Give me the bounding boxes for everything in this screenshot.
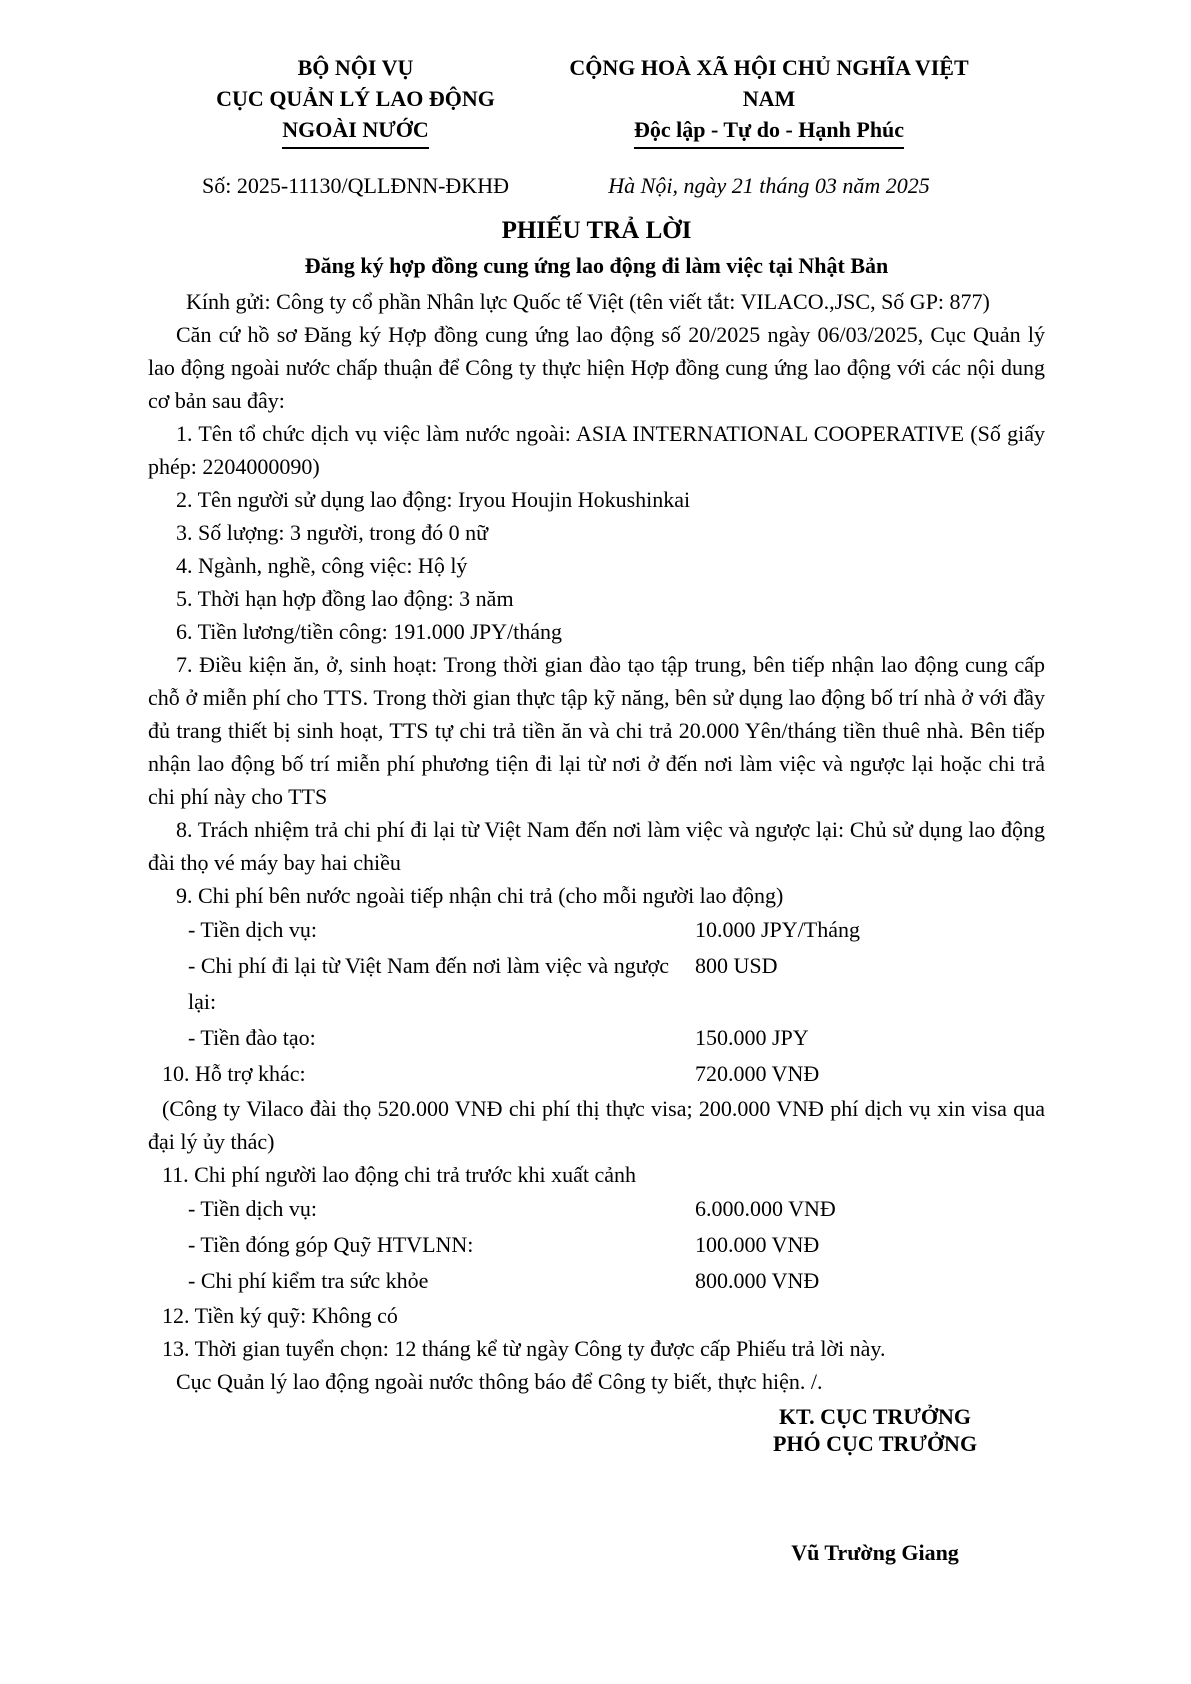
fee-value: 720.000 VNĐ	[695, 1061, 820, 1086]
fee-row-service-foreign	[148, 912, 1045, 948]
list-item-7: 7. Điều kiện ăn, ở, sinh hoạt: Trong thời gian đào tạo tập trung, bên tiếp nhận lao động cung cấp chỗ ở miễn phí cho TTS. Trong thời gian thực tập kỹ năng, bên sử dụng lao động bố trí nhà ở với đầy đủ trang thiết bị sinh hoạt, TTS tự chi trả tiền ăn và chi trả 20.000 Yên/tháng tiền thuê nhà. Bên tiếp nhận lao động bố trí miễn phí phương tiện đi lại từ nơi ở đến nơi làm việc và ngược lại hoặc chi trả chi phí này cho TTS	[148, 652, 1045, 809]
item-10-note: (Công ty Vilaco đài thọ 520.000 VNĐ chi phí thị thực visa; 200.000 VNĐ phí dịch vụ xin visa qua đại lý ủy thác)	[148, 1096, 1045, 1154]
signer-role: PHÓ CỤC TRƯỞNG	[772, 1431, 978, 1456]
fee-row-service-worker	[148, 1191, 1045, 1227]
list-item-13: 13. Thời gian tuyển chọn: 12 tháng kể từ ngày Công ty được cấp Phiếu trả lời này.	[162, 1336, 886, 1361]
list-item-3: 3. Số lượng: 3 người, trong đó 0 nữ	[176, 520, 489, 545]
page-subtitle: Đăng ký hợp đồng cung ứng lao động đi làm việc tại Nhật Bản	[304, 253, 889, 278]
salutation: Kính gửi: Công ty cổ phần Nhân lực Quốc tế Việt (tên viết tắt: VILACO.,JSC, Số GP: 877)	[186, 289, 990, 314]
fee-value: 6.000.000 VNĐ	[695, 1196, 836, 1221]
national-motto: Độc lập - Tự do - Hạnh Phúc	[634, 114, 904, 149]
fee-value: 150.000 JPY	[695, 1025, 809, 1050]
national-header-block	[563, 52, 975, 149]
fee-label: - Tiền đào tạo:	[188, 1025, 316, 1050]
fee-row-training	[148, 1020, 1045, 1056]
fee-label: - Tiền dịch vụ:	[188, 917, 317, 942]
org-name-line2: NGOÀI NƯỚC	[282, 114, 428, 149]
fee-row-fund	[148, 1227, 1045, 1263]
signer-position: KT. CỤC TRƯỞNG	[778, 1404, 972, 1429]
fee-value: 10.000 JPY/Tháng	[695, 917, 860, 942]
list-item-11: 11. Chi phí người lao động chi trả trước khi xuất cảnh	[162, 1162, 636, 1187]
fee-row-other-support	[148, 1056, 1045, 1092]
fee-row-health-check	[148, 1263, 1045, 1299]
list-item-4: 4. Ngành, nghề, công việc: Hộ lý	[176, 553, 468, 578]
list-item-9: 9. Chi phí bên nước ngoài tiếp nhận chi trả (cho mỗi người lao động)	[176, 883, 784, 908]
list-item-12: 12. Tiền ký quỹ: Không có	[162, 1303, 398, 1328]
fee-label: - Chi phí đi lại từ Việt Nam đến nơi làm việc và ngược lại:	[188, 953, 670, 1014]
org-parent-name: BỘ NỘI VỤ	[297, 55, 414, 80]
fee-label: - Tiền dịch vụ:	[188, 1196, 317, 1221]
list-item-6: 6. Tiền lương/tiền công: 191.000 JPY/tháng	[176, 619, 562, 644]
page-title: PHIẾU TRẢ LỜI	[501, 217, 692, 244]
fee-value: 800.000 VNĐ	[695, 1268, 820, 1293]
signer-name: Vũ Trường Giang	[791, 1540, 959, 1565]
document-header	[148, 52, 1045, 149]
list-item-8: 8. Trách nhiệm trả chi phí đi lại từ Việt Nam đến nơi làm việc và ngược lại: Chủ sử dụng lao động đài thọ vé máy bay hai chiều	[148, 817, 1045, 875]
intro-paragraph: Căn cứ hồ sơ Đăng ký Hợp đồng cung ứng lao động số 20/2025 ngày 06/03/2025, Cục Quản lý lao động ngoài nước chấp thuận để Công ty thực hiện Hợp đồng cung ứng lao động với các nội dung cơ bản sau đây:	[148, 322, 1045, 413]
list-item-5: 5. Thời hạn hợp đồng lao động: 3 năm	[176, 586, 514, 611]
fee-value: 100.000 VNĐ	[695, 1232, 820, 1257]
fee-value: 800 USD	[695, 953, 778, 978]
org-name-line1: CỤC QUẢN LÝ LAO ĐỘNG	[216, 86, 495, 111]
fee-label: - Tiền đóng góp Quỹ HTVLNN:	[188, 1232, 474, 1257]
closing-line: Cục Quản lý lao động ngoài nước thông báo để Công ty biết, thực hiện. /.	[176, 1369, 823, 1394]
document-meta-row	[148, 169, 1045, 202]
list-item-2: 2. Tên người sử dụng lao động: Iryou Houjin Hokushinkai	[176, 487, 691, 512]
fee-label: 10. Hỗ trợ khác:	[162, 1061, 306, 1086]
issuing-org-block	[148, 52, 563, 149]
fee-row-travel	[148, 948, 1045, 1020]
fee-label: - Chi phí kiểm tra sức khỏe	[188, 1268, 429, 1293]
signature-block	[705, 1403, 1045, 1566]
national-title: CỘNG HOÀ XÃ HỘI CHỦ NGHĨA VIỆT NAM	[569, 55, 969, 111]
list-item-1: 1. Tên tổ chức dịch vụ việc làm nước ngoài: ASIA INTERNATIONAL COOPERATIVE (Số giấy phép: 2204000090)	[148, 421, 1045, 479]
doc-number: Số: 2025-11130/QLLĐNN-ĐKHĐ	[202, 173, 509, 198]
place-date: Hà Nội, ngày 21 tháng 03 năm 2025	[608, 173, 930, 198]
